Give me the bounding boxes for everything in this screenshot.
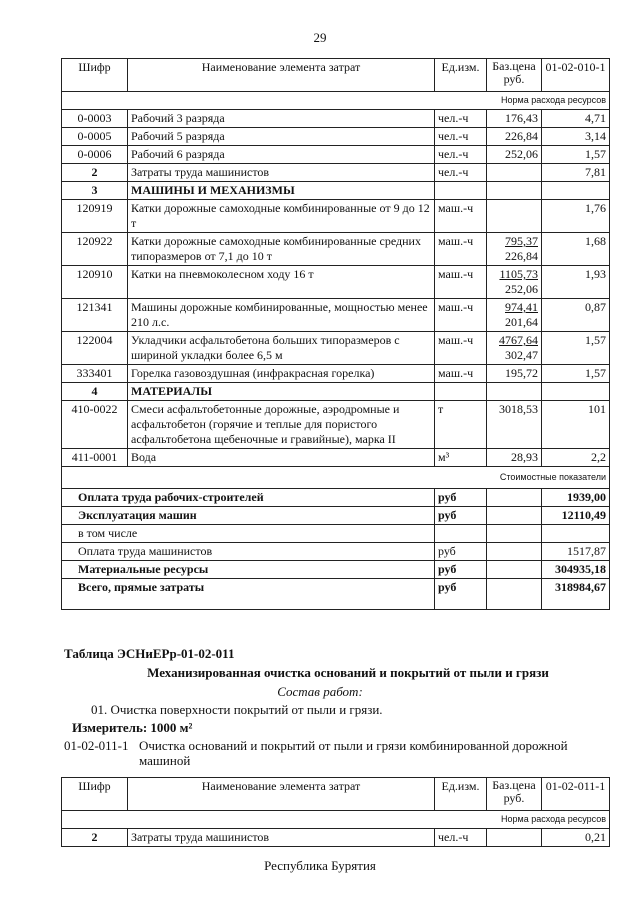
table-row: [62, 182, 610, 200]
row-code: 0-0006: [62, 146, 128, 164]
row-price-value: 3018,53: [499, 402, 538, 416]
table-row: [62, 266, 610, 299]
row-unit: [435, 182, 487, 200]
row-price: [487, 200, 542, 233]
row-unit: чел.-ч: [435, 829, 487, 847]
table-row: [62, 401, 610, 449]
row-name: Затраты труда машинистов: [128, 164, 435, 182]
header-name: Наименование элемента затрат: [128, 59, 435, 92]
summary-unit: [435, 525, 487, 543]
header-code: Шифр: [62, 59, 128, 92]
row-code: 121341: [62, 299, 128, 332]
row-name: Машины дорожные комбинированные, мощностью менее 210 л.с.: [128, 299, 435, 332]
row-name: Горелка газовоздушная (инфракрасная горелка): [128, 365, 435, 383]
row-price: [487, 110, 542, 128]
row-name: Катки дорожные самоходные комбинированные средних типоразмеров от 7,1 до 10 т: [128, 233, 435, 266]
table-header-row: [62, 59, 610, 92]
cost-label-row: [62, 467, 610, 489]
row-price: [487, 266, 542, 299]
header-unit: Ед.изм.: [435, 778, 487, 811]
row-price-value: 195,72: [505, 366, 538, 380]
header-unit: Ед.изм.: [435, 59, 487, 92]
row-name: Рабочий 5 разряда: [128, 128, 435, 146]
table-title: Таблица ЭСНиЕРр-01-02-011: [64, 646, 235, 661]
summary-row: [62, 561, 610, 579]
row-code: 411-0001: [62, 449, 128, 467]
item-description: Очистка оснований и покрытий от пыли и грязи комбинированной дорожной машиной: [139, 738, 568, 768]
summary-row: [62, 489, 610, 507]
row-value: 2,2: [542, 449, 610, 467]
row-code: 122004: [62, 332, 128, 365]
summary-price-cell: [487, 525, 542, 543]
row-unit: т: [435, 401, 487, 449]
row-value: 1,68: [542, 233, 610, 266]
work-item: 01. Очистка поверхности покрытий от пыли и грязи.: [91, 702, 383, 717]
row-price: [487, 365, 542, 383]
row-price-value: 1105,73: [499, 267, 538, 281]
row-code: 120919: [62, 200, 128, 233]
row-price-secondary: 302,47: [505, 348, 538, 362]
row-name: Катки дорожные самоходные комбинированные от 9 до 12 т: [128, 200, 435, 233]
row-value: 1,76: [542, 200, 610, 233]
summary-price-cell: [487, 543, 542, 561]
row-price: [487, 128, 542, 146]
row-price-value: 176,43: [505, 111, 538, 125]
summary-row: [62, 507, 610, 525]
cost-label: Стоимостные показатели: [62, 467, 610, 489]
summary-row: [62, 543, 610, 561]
table-row: [62, 200, 610, 233]
summary-body: [62, 489, 610, 610]
row-code: 333401: [62, 365, 128, 383]
norm-label-row: [62, 811, 610, 829]
summary-value: 12110,49: [542, 507, 610, 525]
row-code: 3: [62, 182, 128, 200]
row-price-value: 252,06: [505, 147, 538, 161]
row-name: Рабочий 3 разряда: [128, 110, 435, 128]
table-row: [62, 332, 610, 365]
row-price-value: 28,93: [511, 450, 538, 464]
table-row: [62, 128, 610, 146]
summary-label: в том числе: [62, 525, 435, 543]
row-code: 0-0005: [62, 128, 128, 146]
row-unit: чел.-ч: [435, 128, 487, 146]
row-price-value: 795,37: [505, 234, 538, 248]
summary-row: [62, 525, 610, 543]
row-code: 4: [62, 383, 128, 401]
row-price: [487, 449, 542, 467]
summary-label: Материальные ресурсы: [62, 561, 435, 579]
section-heading: Механизированная очистка оснований и покрытий от пыли и грязи: [147, 665, 549, 680]
table-row: [62, 146, 610, 164]
header-price-line2: руб.: [503, 791, 525, 805]
row-unit: маш.-ч: [435, 365, 487, 383]
summary-value: 1517,87: [542, 543, 610, 561]
table-row: [62, 365, 610, 383]
summary-label: Оплата труда рабочих-строителей: [62, 489, 435, 507]
table-body: [62, 110, 610, 467]
table2-header-row: [62, 778, 610, 811]
header-name: Наименование элемента затрат: [128, 778, 435, 811]
row-code: 2: [62, 164, 128, 182]
row-price: [487, 182, 542, 200]
row-unit: чел.-ч: [435, 146, 487, 164]
summary-value: 1939,00: [542, 489, 610, 507]
norm-label: Норма расхода ресурсов: [62, 92, 610, 110]
row-name: Затраты труда машинистов: [128, 829, 435, 847]
row-value: 1,57: [542, 146, 610, 164]
row-unit: маш.-ч: [435, 266, 487, 299]
row-price: [487, 164, 542, 182]
header-norm-code: 01-02-011-1: [542, 778, 610, 811]
row-name: Укладчики асфальтобетона больших типоразмеров с шириной укладки более 6,5 м: [128, 332, 435, 365]
row-unit: [435, 383, 487, 401]
table-row: [62, 110, 610, 128]
norm-label: Норма расхода ресурсов: [62, 811, 610, 829]
row-name: Вода: [128, 449, 435, 467]
row-value: 1,57: [542, 332, 610, 365]
row-value: [542, 182, 610, 200]
row-code: 0-0003: [62, 110, 128, 128]
row-unit: чел.-ч: [435, 110, 487, 128]
summary-label: Эксплуатация машин: [62, 507, 435, 525]
row-unit: маш.-ч: [435, 299, 487, 332]
summary-unit: руб: [435, 579, 487, 610]
summary-value: [542, 525, 610, 543]
row-value: 3,14: [542, 128, 610, 146]
row-unit: маш.-ч: [435, 200, 487, 233]
resource-table-01-02-010-1: [61, 58, 610, 610]
summary-label: Всего, прямые затраты: [62, 579, 435, 610]
header-price-line2: руб.: [503, 72, 525, 86]
norm-label-row: [62, 92, 610, 110]
row-value: 4,71: [542, 110, 610, 128]
row-price-secondary: 201,64: [505, 315, 538, 329]
row-price-value: 4767,64: [499, 333, 538, 347]
row-price: [487, 332, 542, 365]
row-name: Смеси асфальтобетонные дорожные, аэродромные и асфальтобетон (горячие и теплые для пористого асфальтобетона щебеночные и гравийные), марка II: [128, 401, 435, 449]
item-code: 01-02-011-1: [64, 738, 129, 753]
row-price: [487, 146, 542, 164]
header-price: [487, 778, 542, 811]
row-name: МАШИНЫ И МЕХАНИЗМЫ: [128, 182, 435, 200]
row-code: 410-0022: [62, 401, 128, 449]
row-price: [487, 401, 542, 449]
summary-unit: руб: [435, 561, 487, 579]
resource-table-01-02-011-1: [61, 777, 610, 847]
summary-price-cell: [487, 561, 542, 579]
table-row: [62, 164, 610, 182]
meter: Измеритель: 1000 м²: [72, 720, 193, 735]
row-unit: маш.-ч: [435, 233, 487, 266]
footer-region: Республика Бурятия: [264, 858, 376, 873]
summary-unit: руб: [435, 489, 487, 507]
row-code: 120910: [62, 266, 128, 299]
summary-label: Оплата труда машинистов: [62, 543, 435, 561]
summary-unit: руб: [435, 507, 487, 525]
summary-row: [62, 579, 610, 610]
row-price: [487, 829, 542, 847]
summary-price-cell: [487, 507, 542, 525]
row-value: 1,93: [542, 266, 610, 299]
row-code: 120922: [62, 233, 128, 266]
row-code: 2: [62, 829, 128, 847]
summary-unit: руб: [435, 543, 487, 561]
row-price: [487, 299, 542, 332]
row-price-value: 974,41: [505, 300, 538, 314]
header-price-line1: Баз.цена: [492, 59, 536, 73]
table-row: [62, 449, 610, 467]
row-name: Катки на пневмоколесном ходу 16 т: [128, 266, 435, 299]
row-price-secondary: 252,06: [505, 282, 538, 296]
row-unit: м³: [435, 449, 487, 467]
header-price: [487, 59, 542, 92]
table-row: [62, 829, 610, 847]
header-price-line1: Баз.цена: [492, 778, 536, 792]
row-value: 101: [542, 401, 610, 449]
table-row: [62, 383, 610, 401]
row-unit: маш.-ч: [435, 332, 487, 365]
summary-value: 304935,18: [542, 561, 610, 579]
row-value: 0,87: [542, 299, 610, 332]
row-value: 0,21: [542, 829, 610, 847]
row-value: 7,81: [542, 164, 610, 182]
row-value: [542, 383, 610, 401]
summary-value: 318984,67: [542, 579, 610, 610]
table-row: [62, 233, 610, 266]
page-number: 29: [313, 30, 327, 45]
header-norm-code: 01-02-010-1: [542, 59, 610, 92]
row-name: Рабочий 6 разряда: [128, 146, 435, 164]
row-unit: чел.-ч: [435, 164, 487, 182]
row-price-value: 226,84: [505, 129, 538, 143]
summary-price-cell: [487, 579, 542, 610]
row-price-secondary: 226,84: [505, 249, 538, 263]
header-code: Шифр: [62, 778, 128, 811]
row-name: МАТЕРИАЛЫ: [128, 383, 435, 401]
row-price: [487, 383, 542, 401]
works-title: Состав работ:: [277, 684, 363, 699]
table-row: [62, 299, 610, 332]
row-value: 1,57: [542, 365, 610, 383]
row-price: [487, 233, 542, 266]
summary-price-cell: [487, 489, 542, 507]
